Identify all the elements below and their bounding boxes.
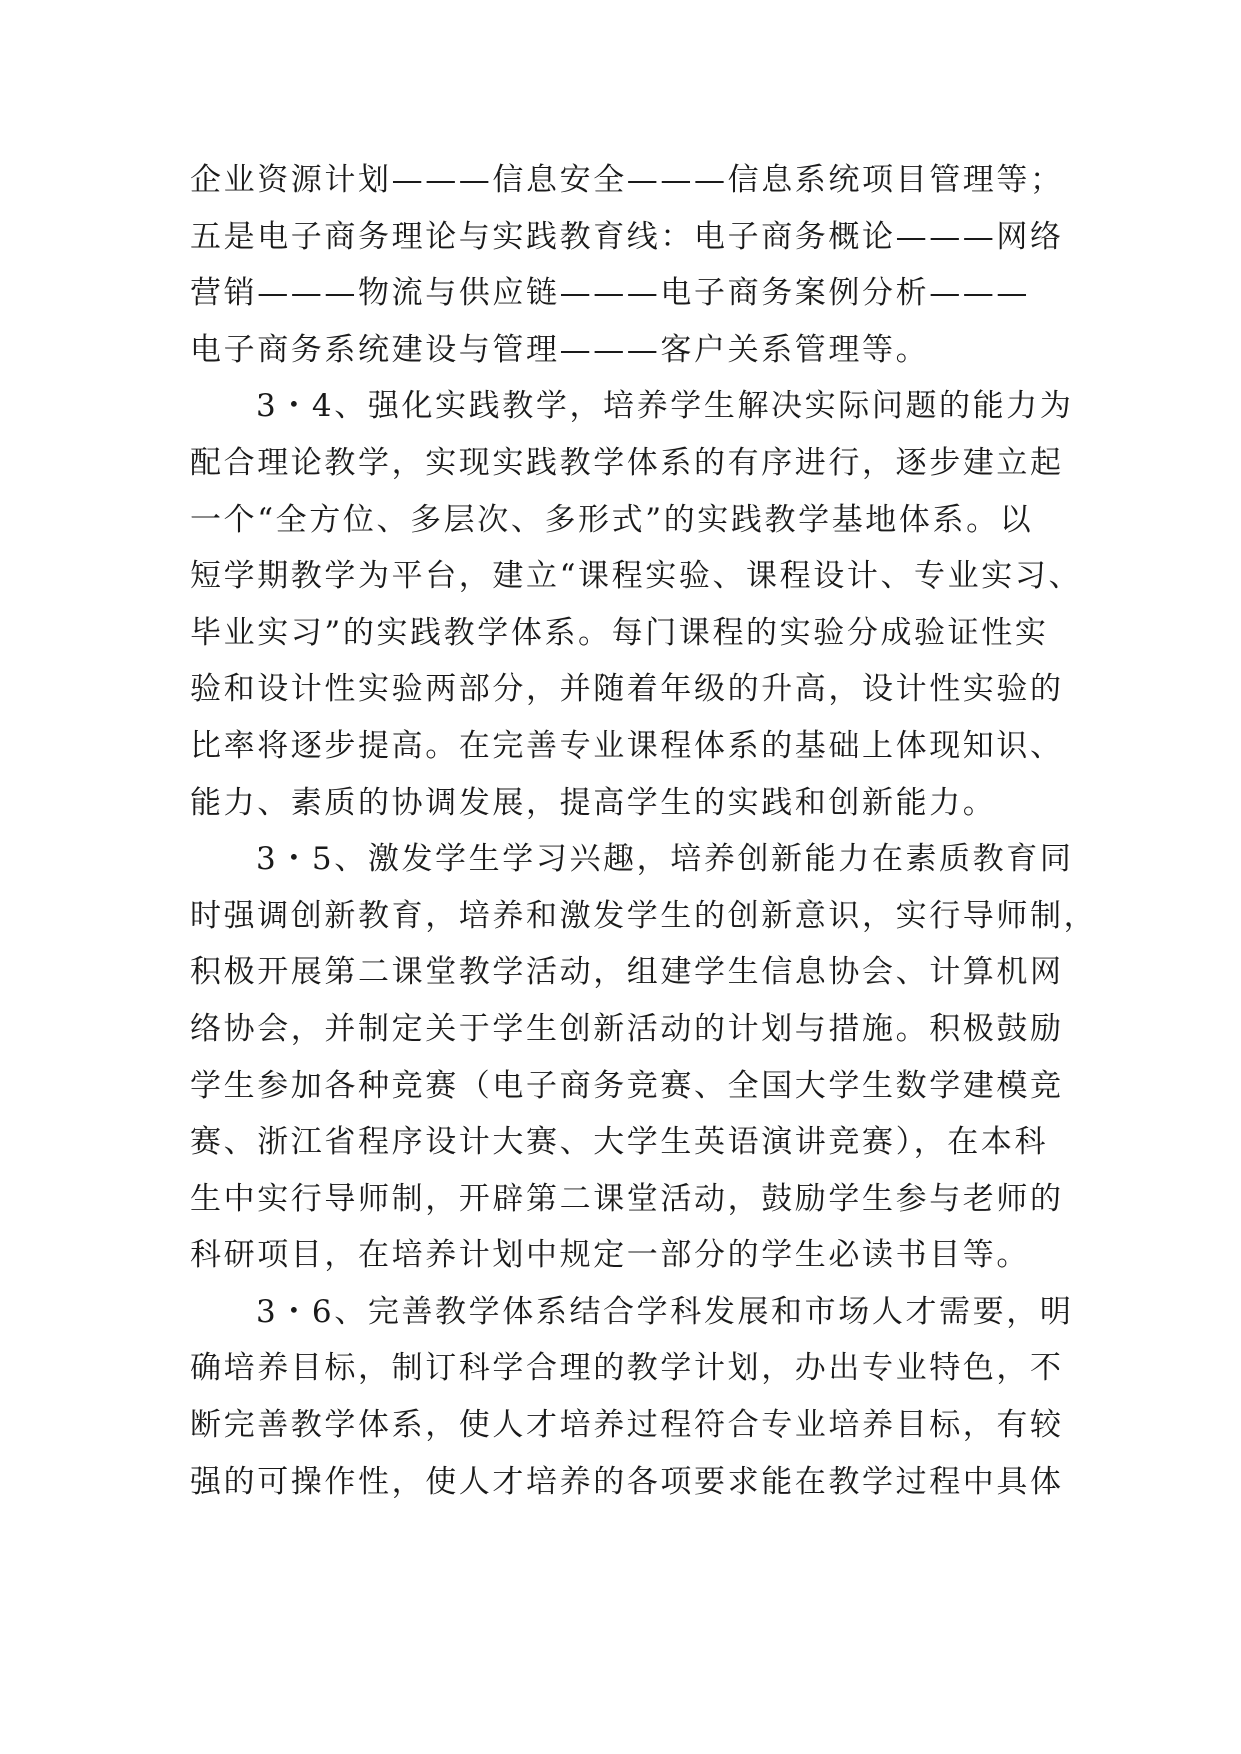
text-line: 配合理论教学，实现实践教学体系的有序进行，逐步建立起: [190, 444, 1064, 481]
text-line: 时强调创新教育，培养和激发学生的创新意识，实行导师制，: [190, 897, 1098, 934]
section-heading-3-4: 3・4、强化实践教学，培养学生解决实际问题的能力为: [256, 388, 1074, 425]
text-line: 验和设计性实验两部分，并随着年级的升高，设计性实验的: [190, 671, 1064, 708]
text-line: 断完善教学体系，使人才培养过程符合专业培养目标，有较: [190, 1407, 1064, 1444]
text-line: 积极开展第二课堂教学活动，组建学生信息协会、计算机网: [190, 954, 1064, 991]
text-line: 确培养目标，制订科学合理的教学计划，办出专业特色，不: [190, 1350, 1064, 1387]
text-line: 络协会，并制定关于学生创新活动的计划与措施。积极鼓励: [190, 1010, 1064, 1047]
text-line: 电子商务系统建设与管理———客户关系管理等。: [190, 331, 930, 368]
section-heading-3-6: 3・6、完善教学体系结合学科发展和市场人才需要，明: [256, 1293, 1074, 1330]
text-line: 五是电子商务理论与实践教育线：电子商务概论———网络: [190, 218, 1064, 255]
text-line: 营销———物流与供应链———电子商务案例分析———: [190, 275, 1030, 312]
text-line: 毕业实习”的实践教学体系。每门课程的实验分成验证性实: [190, 614, 1049, 651]
text-line: 科研项目，在培养计划中规定一部分的学生必读书目等。: [190, 1237, 1030, 1274]
text-line: 比率将逐步提高。在完善专业课程体系的基础上体现知识、: [190, 727, 1064, 764]
text-line: 企业资源计划———信息安全———信息系统项目管理等；: [190, 162, 1064, 198]
text-line: 学生参加各种竞赛（电子商务竞赛、全国大学生数学建模竞: [190, 1067, 1064, 1104]
text-line: 强的可操作性，使人才培养的各项要求能在教学过程中具体: [190, 1463, 1064, 1500]
section-heading-3-5: 3・5、激发学生学习兴趣，培养创新能力在素质教育同: [256, 841, 1074, 878]
text-line: 能力、素质的协调发展，提高学生的实践和创新能力。: [190, 784, 997, 821]
text-line: 赛、浙江省程序设计大赛、大学生英语演讲竞赛），在本科: [190, 1124, 1049, 1161]
text-line: 生中实行导师制，开辟第二课堂活动，鼓励学生参与老师的: [190, 1180, 1064, 1217]
text-line: 短学期教学为平台，建立“课程实验、课程设计、专业实习、: [190, 558, 1083, 595]
body-text: [190, 152, 1098, 1510]
text-line: 一个“全方位、多层次、多形式”的实践教学基地体系。以: [190, 501, 1034, 538]
